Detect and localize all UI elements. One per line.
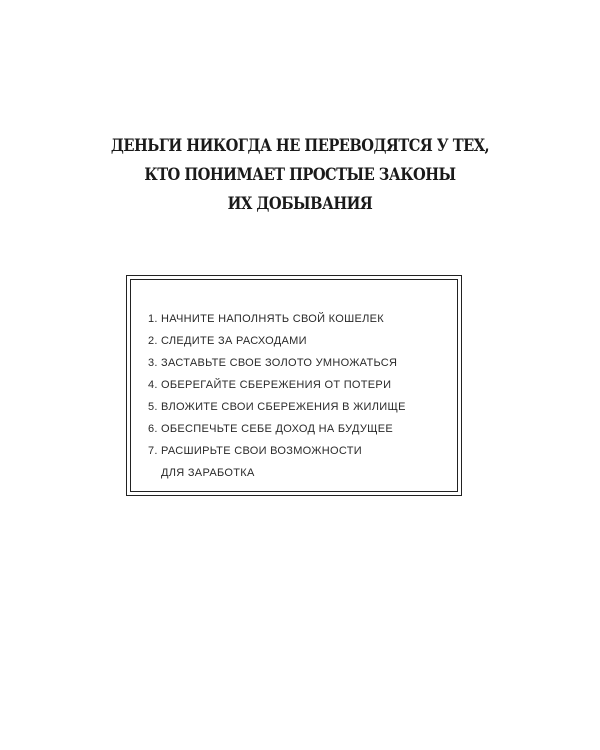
rule-number: 3. [148, 357, 158, 369]
rule-number: 2. [148, 335, 158, 347]
rules-list [148, 308, 406, 484]
rule-number: 7. [148, 445, 158, 457]
rule-text: СЛЕДИТЕ ЗА РАСХОДАМИ [161, 335, 307, 347]
rule-item-3 [148, 352, 406, 374]
rule-text: ВЛОЖИТЕ СВОИ СБЕРЕЖЕНИЯ В ЖИЛИЩЕ [161, 401, 406, 413]
rule-text: РАСШИРЬТЕ СВОИ ВОЗМОЖНОСТИ [161, 445, 362, 457]
rule-number: 1. [148, 313, 158, 325]
rule-text: ЗАСТАВЬТЕ СВОЕ ЗОЛОТО УМНОЖАТЬСЯ [161, 357, 398, 369]
rule-number: 5. [148, 401, 158, 413]
rule-text-continuation: ДЛЯ ЗАРАБОТКА [161, 467, 255, 479]
rule-text: ОБЕСПЕЧЬТЕ СЕБЕ ДОХОД НА БУДУЩЕЕ [161, 423, 394, 435]
rules-box-inner-border [130, 279, 458, 492]
rule-item-1 [148, 308, 406, 330]
rule-item-4 [148, 374, 406, 396]
rule-item-5 [148, 396, 406, 418]
rule-text: НАЧНИТЕ НАПОЛНЯТЬ СВОЙ КОШЕЛЕК [161, 313, 384, 325]
heading-line-1: ДЕНЬГИ НИКОГДА НЕ ПЕРЕВОДЯТСЯ У ТЕХ, [110, 136, 490, 156]
page-heading [42, 132, 558, 219]
heading-line-2: КТО ПОНИМАЕТ ПРОСТЫЕ ЗАКОНЫ [144, 165, 456, 185]
rule-item-6 [148, 418, 406, 440]
rule-number: 6. [148, 423, 158, 435]
heading-line-3: ИХ ДОБЫВАНИЯ [227, 194, 373, 214]
rule-number: 4. [148, 379, 158, 391]
rule-text: ОБЕРЕГАЙТЕ СБЕРЕЖЕНИЯ ОТ ПОТЕРИ [161, 379, 392, 391]
rule-item-7 [148, 440, 406, 484]
rules-box-outer-border [126, 275, 462, 496]
rule-item-2 [148, 330, 406, 352]
